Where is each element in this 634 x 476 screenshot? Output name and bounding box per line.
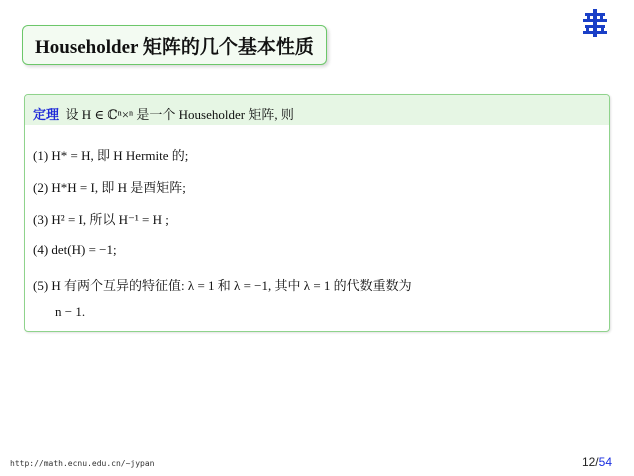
page-total: 54 <box>598 455 612 469</box>
slide-title-box <box>22 25 327 65</box>
theorem-statement: 设 H ∈ ℂⁿ×ⁿ 是一个 Householder 矩阵, 则 <box>65 107 294 122</box>
property-1: (1) H* = H, 即 H Hermite 的; <box>33 148 189 163</box>
property-5: (5) H 有两个互异的特征值: λ = 1 和 λ = −1, 其中 λ = 1 的代数重数为 <box>33 278 412 293</box>
page-separator: / <box>595 455 599 469</box>
page-current: 12 <box>581 455 596 469</box>
property-3: (3) H² = I, 所以 H⁻¹ = H ; <box>33 212 169 227</box>
property-2: (2) H*H = I, 即 H 是酉矩阵; <box>33 180 186 195</box>
slide-title: Householder 矩阵的几个基本性质 <box>35 36 314 58</box>
theorem-box <box>24 94 610 332</box>
property-4: (4) det(H) = −1; <box>33 242 117 257</box>
page-number <box>582 455 612 469</box>
property-5-continuation: n − 1. <box>55 304 86 319</box>
university-emblem-icon <box>582 8 608 38</box>
theorem-statement-line <box>33 104 294 123</box>
theorem-label: 定理 <box>33 107 60 122</box>
footer-url-link[interactable]: http://math.ecnu.edu.cn/~jypan <box>10 459 155 468</box>
